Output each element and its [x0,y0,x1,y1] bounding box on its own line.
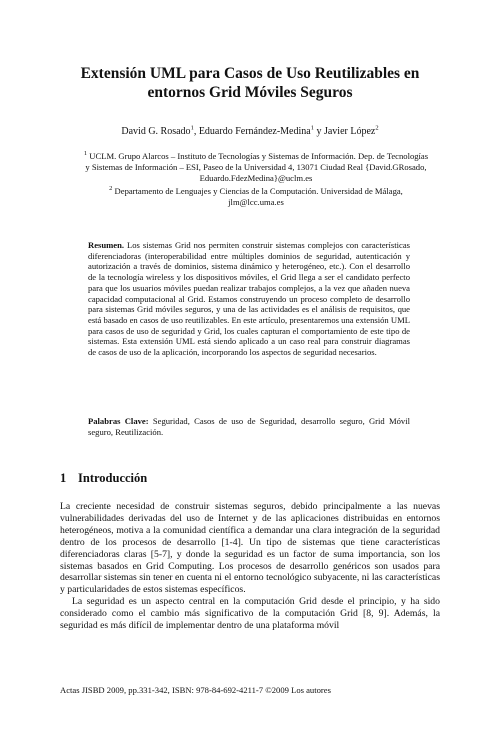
author-separator: , [193,126,199,137]
paper-title: Extensión UML para Casos de Uso Reutilizables en entornos Grid Móviles Seguros [80,65,420,101]
abstract [88,240,410,358]
body-paragraph: La creciente necesidad de construir sistemas seguros, debido principalmente a las nuevas vulnerabilidades derivadas del uso de Internet y de las aplicaciones distribuidas en entornos heterogéneos, motiva a la comunidad científica a demandar una clara integración de la seguridad dentro de los procesos de desarrollo [1-4]. Un tipo de sistemas que tiene características diferenciadoras claras [5-7], y donde la seguridad es un factor de suma importancia, son los sistemas basados en Grid Computing. Los procesos de desarrollo genéricos son usados para desarrollar sistemas sin tener en cuenta ni el entorno tecnológico subyacente, ni las características y particularidades de estos sistemas específicos. [60,501,440,596]
author-name: David G. Rosado [121,126,191,137]
affiliation-text: Departamento de Lenguajes y Ciencias de la Computación. Universidad de Málaga, jlm@lcc.uma.es [112,186,403,207]
author-affiliation-mark: 1 [310,124,314,132]
section-heading [60,471,147,486]
author-separator: y [313,126,324,137]
affiliation-item [82,151,430,184]
section-number: 1 [60,471,67,485]
author-name: Javier López [323,126,376,137]
affiliation-mark: 2 [109,185,113,193]
keywords [88,416,410,437]
author-affiliation-mark: 1 [190,124,194,132]
section-title: Introducción [78,471,148,485]
author-name: Eduardo Fernández-Medina [198,126,311,137]
affiliation-text: UCLM. Grupo Alarcos – Instituto de Tecnologías y Sistemas de Información. Dep. de Tecnologías y Sistemas de Información – ESI, Paseo de la Universidad 4, 13071 Ciudad Real {David.GRosado, Eduardo.FdezMedina}@uclm.es [85,151,429,183]
affiliation-item [82,186,430,208]
affiliations [82,151,430,210]
affiliation-mark: 1 [83,150,88,158]
body-paragraph: La seguridad es un aspecto central en la computación Grid desde el principio, y ha sido considerado como el cambio más significativo de la computación Grid [8, 9]. Además, la seguridad es más difícil de implementar dentro de una plataforma móvil [60,596,440,632]
page-footer: Actas JISBD 2009, pp.331-342, ISBN: 978-84-692-4211-7 ©2009 Los autores [60,685,331,695]
keywords-text: Seguridad, Casos de uso de Seguridad, desarrollo seguro, Grid Móvil seguro, Reutilización. [88,416,410,437]
abstract-text: Los sistemas Grid nos permiten construir sistemas complejos con características diferenciadoras (interoperabilidad entre múltiples dominios de seguridad, autenticación y autorización a través de dominios, sistema dinámico y heterogéneo, etc.). Con el desarrollo de la tecnología wireless y los dispositivos móviles, el Grid llega a ser el candidato perfecto para que los usuarios móviles puedan realizar trabajos complejos, a la vez que añaden nueva capacidad computacional al Grid. Estamos construyendo un proceso completo de desarrollo para sistemas Grid móviles seguros, y una de las actividades es el análisis de requisitos, que está basado en casos de uso reutilizables. En este artículo, presentaremos una extensión UML para casos de uso de seguridad y Grid, los cuales capturan el comportamiento de este tipo de sistemas. Esta extensión UML está siendo aplicado a un caso real para construir diagramas de casos de uso de la aplicación, incorporando los aspectos de seguridad necesarios. [88,240,410,358]
body-text [60,501,440,632]
author-line [60,125,440,138]
author-affiliation-mark: 2 [375,124,379,132]
keywords-label: Palabras Clave: [88,416,149,426]
abstract-label: Resumen. [88,240,125,250]
